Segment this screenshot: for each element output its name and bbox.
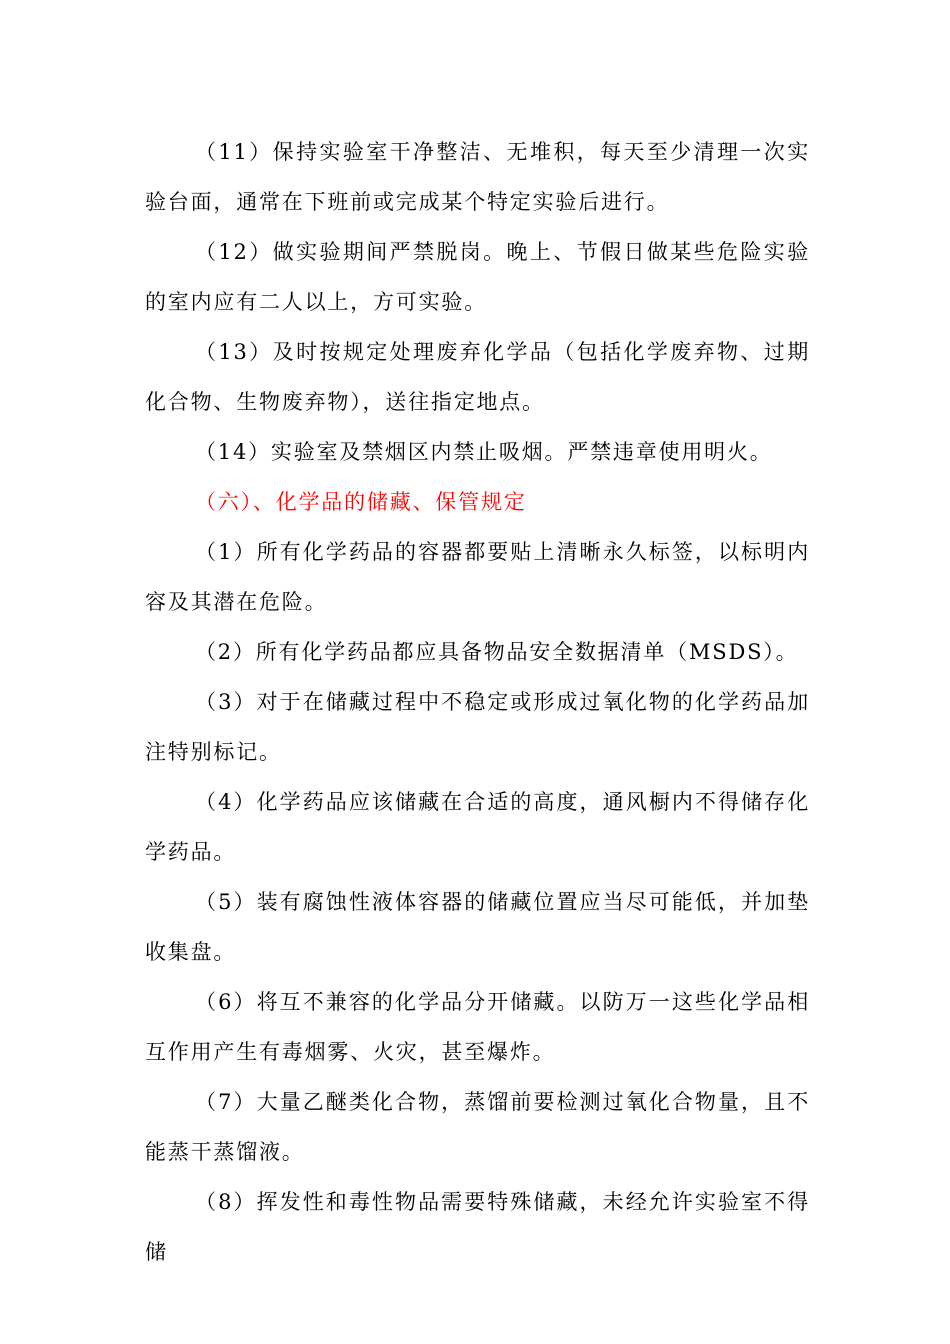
paragraph-11: （11）保持实验室干净整洁、无堆积，每天至少清理一次实验台面，通常在下班前或完成某个特定实验后进行。 (145, 140, 810, 214)
storage-rule-3: （3）对于在储藏过程中不稳定或形成过氧化物的化学药品加注特别标记。 (145, 690, 810, 764)
storage-rule-6: （6）将互不兼容的化学品分开储藏。以防万一这些化学品相互作用产生有毒烟雾、火灾，甚至爆炸。 (145, 990, 810, 1064)
section-heading: （六）、化学品的储藏、保管规定 (195, 490, 527, 514)
storage-rule-1: （1）所有化学药品的容器都要贴上清晰永久标签，以标明内容及其潜在危险。 (145, 540, 810, 614)
storage-rule-7: （7）大量乙醚类化合物，蒸馏前要检测过氧化合物量，且不能蒸干蒸馏液。 (145, 1090, 810, 1164)
storage-rule-2: （2）所有化学药品都应具备物品安全数据清单（MSDS）。 (195, 640, 799, 664)
paragraph-12: （12）做实验期间严禁脱岗。晚上、节假日做某些危险实验的室内应有二人以上，方可实验。 (145, 240, 810, 314)
paragraph-14: （14）实验室及禁烟区内禁止吸烟。严禁违章使用明火。 (195, 440, 773, 464)
storage-rule-4: （4）化学药品应该储藏在合适的高度，通风橱内不得储存化学药品。 (145, 790, 810, 864)
storage-rule-5: （5）装有腐蚀性液体容器的储藏位置应当尽可能低，并加垫收集盘。 (145, 890, 810, 964)
document-body (145, 127, 810, 1277)
paragraph-13: （13）及时按规定处理废弃化学品（包括化学废弃物、过期化合物、生物废弃物），送往指定地点。 (145, 340, 810, 414)
storage-rule-8: （8）挥发性和毒性物品需要特殊储藏，未经允许实验室不得储 (145, 1190, 810, 1264)
